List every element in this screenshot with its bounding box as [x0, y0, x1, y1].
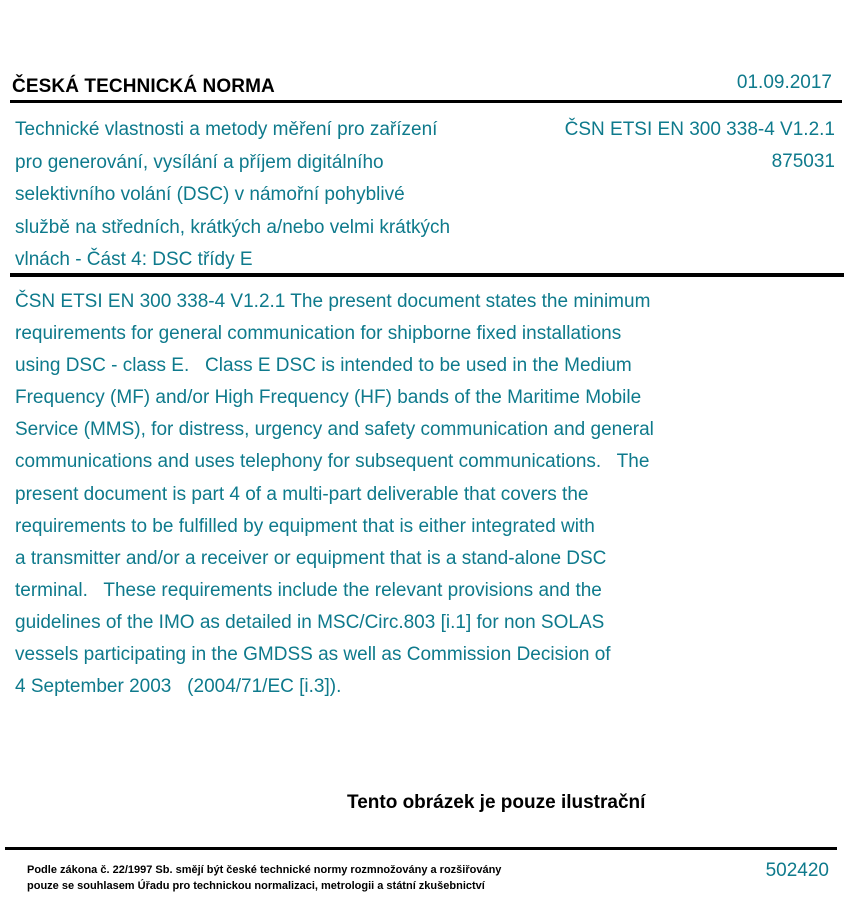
legal-notice: [27, 862, 501, 894]
abstract-line: Service (MMS), for distress, urgency and safety communication and general: [15, 419, 654, 441]
classification-number: 875031: [771, 151, 835, 172]
abstract-line: requirements for general communication for shipborne fixed installations: [15, 323, 622, 345]
header-title: ČESKÁ TECHNICKÁ NORMA: [12, 76, 275, 97]
legal-line: pouze se souhlasem Úřadu pro technickou normalizaci, metrologii a státní zkušebnictví: [27, 880, 485, 892]
title-line: Technické vlastnosti a metody měření pro zařízení: [15, 119, 438, 140]
abstract-line: guidelines of the IMO as detailed in MSC/Circ.803 [i.1] for non SOLAS: [15, 611, 605, 633]
title-line: selektivního volání (DSC) v námořní pohyblivé: [15, 184, 405, 205]
illustrative-note: Tento obrázek je pouze ilustrační: [347, 792, 646, 813]
title-line: službě na středních, krátkých a/nebo velmi krátkých: [15, 216, 451, 238]
bottom-divider: [5, 847, 837, 850]
abstract-line: ČSN ETSI EN 300 338-4 V1.2.1 The present document states the minimum: [15, 291, 651, 312]
abstract-line: requirements to be fulfilled by equipment that is either integrated with: [15, 515, 595, 537]
legal-line: Podle zákona č. 22/1997 Sb. smějí být české technické normy rozmnožovány a rozšiřovány: [27, 864, 502, 876]
abstract-line: communications and uses telephony for subsequent communications. The: [15, 451, 650, 473]
abstract-line: terminal. These requirements include the relevant provisions and the: [15, 579, 602, 601]
middle-divider: [10, 273, 844, 277]
top-divider: [10, 100, 842, 103]
document-number: 502420: [765, 860, 829, 881]
title-line: pro generování, vysílání a příjem digitálního: [15, 151, 384, 173]
abstract-line: a transmitter and/or a receiver or equipment that is a stand-alone DSC: [15, 547, 607, 569]
title-line: vlnách - Část 4: DSC třídy E: [15, 249, 253, 270]
abstract-text: [15, 286, 845, 703]
abstract-line: vessels participating in the GMDSS as well as Commission Decision of: [15, 644, 611, 666]
abstract-line: present document is part 4 of a multi-part deliverable that covers the: [15, 483, 589, 505]
abstract-line: 4 September 2003 (2004/71/EC [i.3]).: [15, 676, 342, 698]
publication-date: 01.09.2017: [736, 72, 832, 93]
abstract-line: Frequency (MF) and/or High Frequency (HF) bands of the Maritime Mobile: [15, 387, 642, 409]
abstract-line: using DSC - class E. Class E DSC is intended to be used in the Medium: [15, 355, 632, 377]
standard-code: ČSN ETSI EN 300 338-4 V1.2.1: [564, 119, 835, 140]
standard-title: [15, 114, 525, 277]
standard-identifier: [565, 114, 835, 178]
